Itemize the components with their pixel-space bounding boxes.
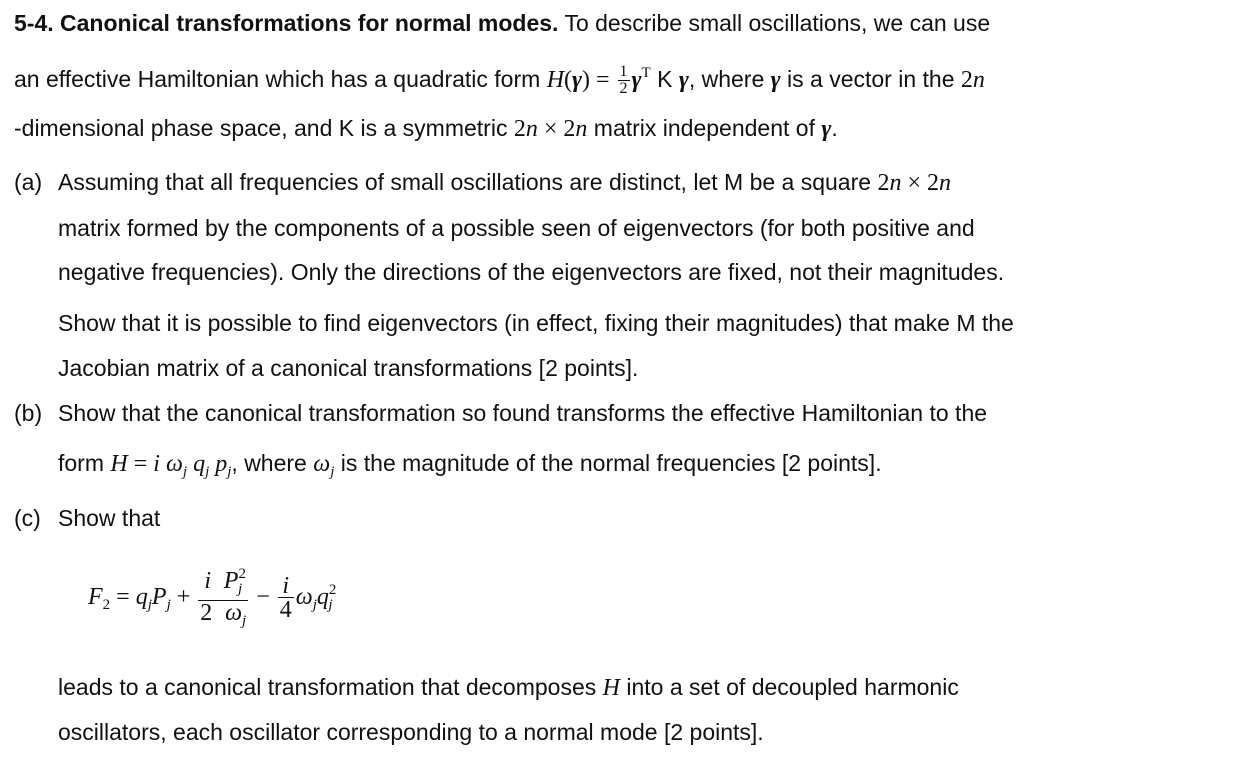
part-b-text-2a: form — [58, 450, 104, 476]
effective-hamiltonian-formula: H — [110, 451, 128, 477]
generating-function-formula: $F_2 = q_jP_j$ + $\frac{i P^2_j}{2 \omega_j}$ − $\frac{i}{4}$ $\omega_jq^2_j$ — [88, 560, 333, 635]
part-b-label: (b) — [14, 400, 43, 426]
problem-title: 5-4. Canonical transformations for normal modes. — [14, 10, 559, 36]
intro-text-2a: an effective Hamiltonian which has a quadratic form — [14, 66, 541, 92]
intro-text-2b: , where — [688, 66, 765, 92]
intro-text-1: To describe small oscillations, we can use — [564, 10, 991, 36]
part-a-line-1: Assuming that all frequencies of small oscillations are distinct, let M be a square 2n × 2n — [58, 169, 951, 196]
part-a-line-5: Jacobian matrix of a canonical transformations [2 points]. — [58, 355, 639, 381]
part-a-line-2: matrix formed by the components of a possible seen of eigenvectors (for both positive and — [58, 215, 975, 241]
problem-header — [14, 8, 990, 38]
intro-line-2: an effective Hamiltonian which has a quadratic form H(γ) = $\frac{1}{2}$ $\gamma^T$ K γ, where γ is a vector in the 2n — [14, 63, 985, 98]
part-c-line-1: Show that — [58, 505, 161, 531]
part-b-line-2: form H = i $\omega_j$ $q_j$ $p_j$, where $\omega_j$ is the magnitude of the normal frequencies [2 points]. — [58, 450, 882, 480]
part-b-text-2b: , where — [231, 450, 307, 476]
part-b-line-1: Show that the canonical transformation so found transforms the effective Hamiltonian to the — [58, 400, 988, 426]
intro-text-3b: matrix independent of — [593, 115, 815, 141]
part-c-label: (c) — [14, 505, 41, 531]
part-c-text-2: leads to a canonical transformation that decomposes — [58, 674, 597, 700]
hamiltonian-formula: H — [546, 67, 565, 93]
part-a-line-3: negative frequencies). Only the directions of the eigenvectors are fixed, not their magnitudes. — [58, 259, 1005, 285]
part-c-line-3: oscillators, each oscillator corresponding to a normal mode [2 points]. — [58, 719, 764, 745]
part-c-line-2: leads to a canonical transformation that decomposes H into a set of decoupled harmonic — [58, 674, 959, 701]
part-b-text-2c: is the magnitude of the normal frequencies [2 points]. — [340, 450, 882, 476]
part-a-line-4: Show that it is possible to find eigenvectors (in effect, fixing their magnitudes) that make M the — [58, 310, 1014, 336]
intro-text-3a: -dimensional phase space, and K is a symmetric — [14, 115, 508, 141]
part-a-text-1: Assuming that all frequencies of small oscillations are distinct, let M be a square — [58, 169, 872, 195]
intro-line-3: -dimensional phase space, and K is a symmetric 2n × 2n matrix independent of γ. — [14, 115, 838, 142]
part-c-text-2b: into a set of decoupled harmonic — [626, 674, 959, 700]
part-a-label: (a) — [14, 169, 43, 195]
intro-text-2c: is a vector in the — [787, 66, 955, 92]
